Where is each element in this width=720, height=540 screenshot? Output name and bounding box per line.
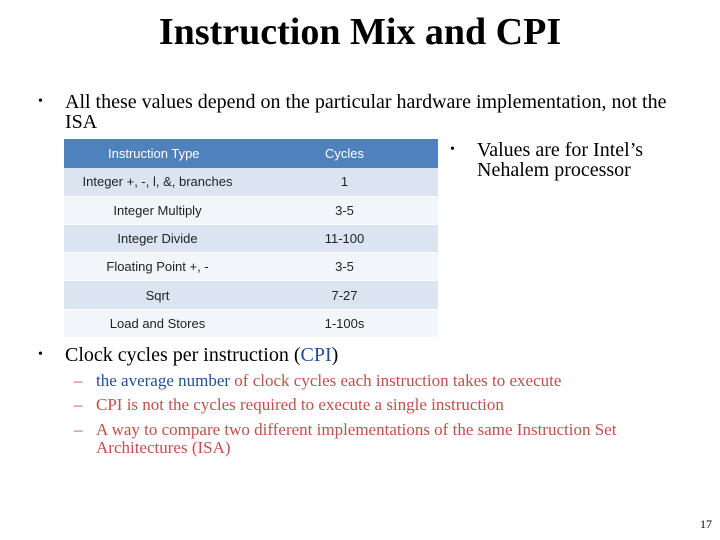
bullet-text: Values are for Intel’s Nehalem processor [477, 139, 644, 181]
cell-cycles: 3-5 [251, 253, 438, 281]
page-number: 17 [700, 517, 712, 531]
bullet-dot-icon: • [38, 94, 43, 109]
sub-bullet-text: A way to compare two different implementations of the same Instruction Set Architectures (ISA) [96, 420, 617, 457]
sub-bullet-text [96, 372, 656, 390]
dash-icon: – [74, 420, 83, 439]
bullet-dot-icon: • [38, 347, 43, 362]
cell-instruction: Sqrt [64, 281, 251, 309]
cell-instruction: Load and Stores [64, 309, 251, 337]
cell-cycles: 11-100 [251, 224, 438, 252]
average-rest-text: of clock cycles each instruction takes to execute [230, 371, 562, 390]
header-instruction-type: Instruction Type [64, 139, 251, 168]
slide-title: Instruction Mix and CPI [158, 11, 562, 53]
table-row [64, 168, 438, 196]
header-cycles: Cycles [251, 139, 438, 168]
table-row [64, 309, 438, 337]
cpi-abbr-text: CPI [300, 344, 332, 366]
table-row [64, 281, 438, 309]
cell-instruction: Floating Point +, - [64, 253, 251, 281]
bullet-text [65, 345, 338, 365]
cell-instruction: Integer +, -, l, &, branches [64, 168, 251, 196]
cpi-close-text: ) [331, 344, 339, 366]
cell-cycles: 1-100s [251, 309, 438, 337]
cpi-intro-text: Clock cycles per instruction ( [65, 344, 301, 366]
cell-cycles: 3-5 [251, 196, 438, 224]
table-row [64, 253, 438, 281]
sub-bullet-text: CPI is not the cycles required to execute a single instruction [96, 395, 504, 414]
dash-icon: – [74, 371, 83, 390]
cell-cycles: 7-27 [251, 281, 438, 309]
table-row [64, 196, 438, 224]
table-row [64, 224, 438, 252]
table-header-row [64, 139, 438, 168]
cell-instruction: Integer Divide [64, 224, 251, 252]
bullet-text: All these values depend on the particular hardware implementation, not the ISA [65, 91, 667, 133]
cell-cycles: 1 [251, 168, 438, 196]
bullet-dot-icon: • [450, 142, 455, 157]
cell-instruction: Integer Multiply [64, 196, 251, 224]
average-number-text: the average number [96, 371, 231, 390]
dash-icon: – [74, 395, 83, 414]
instruction-cycles-table [64, 139, 438, 338]
